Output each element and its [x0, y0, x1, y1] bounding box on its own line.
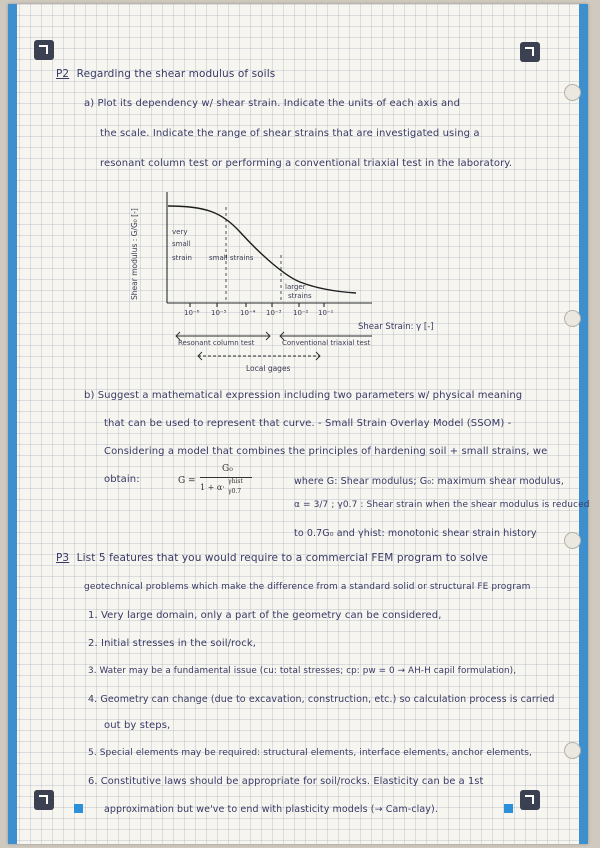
feature-item: 2. Initial stresses in the soil/rock,: [88, 638, 257, 649]
x-tick-label: 10⁻⁶: [184, 309, 200, 317]
problem-3-intro: List 5 features that you would require to a commercial FEM program to solve: [76, 552, 488, 564]
problem-3-heading: [56, 552, 488, 564]
where-line: α = 3/7 ; γ0.7 : Shear strain when the shear modulus is reduced: [294, 500, 590, 510]
formula-fraction-bar: [200, 477, 252, 478]
graph-x-label: Shear Strain: γ [-]: [358, 322, 434, 332]
x-tick-label: 10⁻⁴: [240, 309, 256, 317]
shear-modulus-formula: [178, 464, 278, 504]
feature-item: 1. Very large domain, only a part of the geometry can be considered,: [88, 610, 442, 621]
part-b-line: that can be used to represent that curve. - Small Strain Overlay Model (SSOM) -: [104, 418, 512, 429]
resonant-column-label: Resonant column test: [178, 339, 255, 347]
problem-3-number: P3: [56, 552, 70, 564]
region-label: strain: [172, 254, 192, 262]
x-tick-label: 10⁻¹: [318, 309, 334, 317]
formula-numerator: G₀: [222, 464, 233, 474]
formula-denominator: 1 + α·: [200, 483, 225, 492]
part-a-line: resonant column test or performing a conventional triaxial test in the laboratory.: [100, 158, 513, 169]
local-gages-label: Local gages: [246, 364, 291, 373]
region-label: small: [172, 240, 191, 248]
part-a-line: the scale. Indicate the range of shear strains that are investigated using a: [100, 128, 480, 139]
feature-item: 3. Water may be a fundamental issue (cu: total stresses; cp: pw = 0 → AH-H capil formulation),: [88, 666, 517, 676]
triaxial-test-label: Conventional triaxial test: [282, 339, 371, 347]
problem-2-number: P2: [56, 68, 70, 80]
region-label: strains: [288, 292, 312, 300]
region-label: very: [172, 228, 188, 236]
where-line: where G: Shear modulus; G₀: maximum shear modulus,: [294, 476, 564, 487]
x-tick-label: 10⁻²: [293, 309, 309, 317]
formula-denominator-top: γhist: [228, 478, 243, 485]
formula-lhs: G =: [178, 476, 196, 486]
x-tick-label: 10⁻⁵: [211, 309, 227, 317]
problem-2-title: Regarding the shear modulus of soils: [76, 68, 276, 80]
region-label: larger: [285, 283, 306, 291]
feature-item: 6. Constitutive laws should be appropriate for soil/rocks. Elasticity can be a 1st: [88, 776, 484, 787]
feature-item: 4. Geometry can change (due to excavation, construction, etc.) so calculation process is carried: [88, 694, 555, 705]
formula-denominator-bottom: γ0.7: [228, 488, 242, 495]
part-a-line: a) Plot its dependency w/ shear strain. Indicate the units of each axis and: [84, 98, 461, 109]
x-tick-label: 10⁻³: [266, 309, 282, 317]
region-label: small strains: [209, 254, 254, 262]
feature-item: 5. Special elements may be required: structural elements, interface elements, anchor elements,: [88, 748, 533, 758]
obtain-label: obtain:: [104, 474, 140, 485]
shear-modulus-curve: [168, 206, 356, 293]
feature-item-continuation: out by steps,: [104, 720, 171, 731]
problem-3-intro-line: geotechnical problems which make the difference from a standard solid or structural FE program: [84, 582, 531, 592]
graph-y-label: Shear modulus : G/G₀ [-]: [130, 208, 139, 300]
part-b-line: Considering a model that combines the principles of hardening soil + small strains, we: [104, 446, 548, 457]
part-b-line: b) Suggest a mathematical expression including two parameters w/ physical meaning: [84, 390, 523, 401]
where-line: to 0.7G₀ and γhist: monotonic shear strain history: [294, 528, 537, 539]
feature-item-continuation: approximation but we've to end with plasticity models (→ Cam-clay).: [104, 804, 438, 815]
